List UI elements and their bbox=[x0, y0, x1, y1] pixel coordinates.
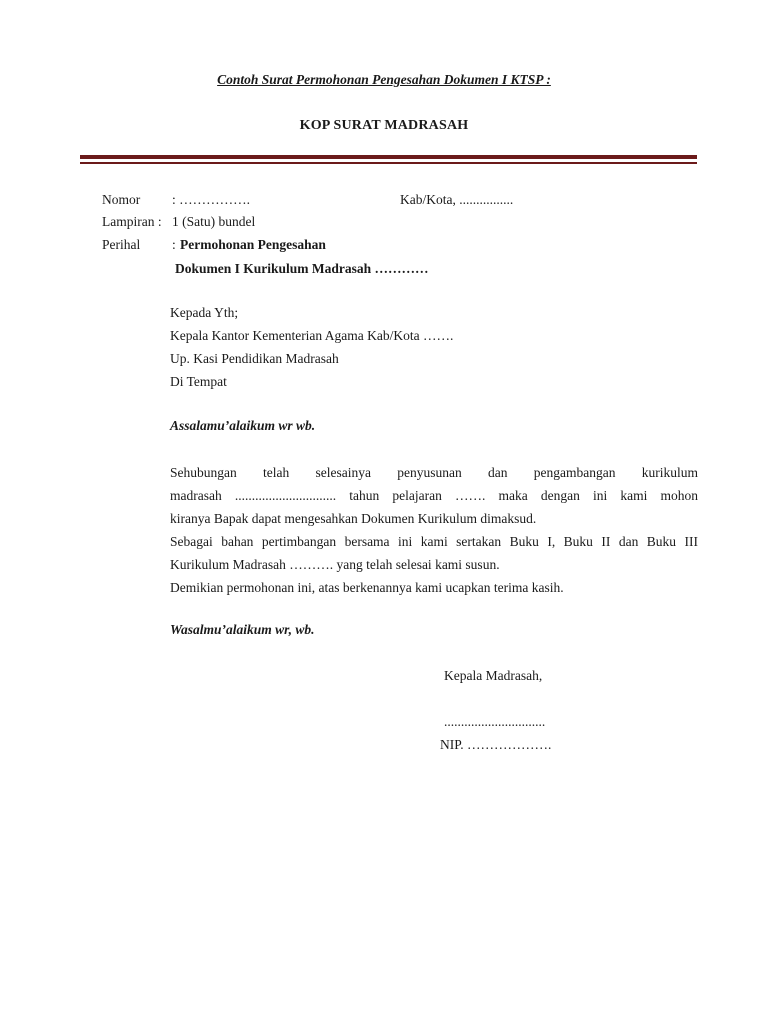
place-date: Kab/Kota, ................ bbox=[400, 192, 514, 207]
signature-name-placeholder: .............................. bbox=[444, 714, 546, 729]
nomor-label: Nomor bbox=[102, 192, 141, 207]
greeting-open: Assalamu’alaikum wr wb. bbox=[170, 418, 316, 433]
nomor-value: : ……………. bbox=[172, 192, 251, 207]
recipient-line-2: Kepala Kantor Kementerian Agama Kab/Kota ……. bbox=[170, 328, 454, 343]
perihal-label: Perihal bbox=[102, 237, 141, 252]
greeting-close: Wasalmu’alaikum wr, wb. bbox=[170, 622, 315, 637]
example-title: Contoh Surat Permohonan Pengesahan Dokumen I KTSP : bbox=[217, 72, 551, 87]
lampiran-label: Lampiran : bbox=[102, 214, 162, 229]
perihal-colon: : bbox=[172, 237, 176, 252]
letterhead-placeholder: KOP SURAT MADRASAH bbox=[299, 118, 469, 133]
recipient-line-4: Di Tempat bbox=[170, 374, 227, 389]
body-p1-line-3: kiranya Bapak dapat mengesahkan Dokumen Kurikulum dimaksud. bbox=[170, 511, 537, 526]
signature-nip: NIP. ………………. bbox=[440, 737, 552, 752]
recipient-line-3: Up. Kasi Pendidikan Madrasah bbox=[170, 351, 339, 366]
signature-position: Kepala Madrasah, bbox=[444, 668, 543, 683]
letterhead-divider-thick bbox=[80, 155, 697, 159]
body-p1-line-1: Sehubungan telah selesainya penyusunan dan pengambangan kurikulum bbox=[170, 465, 698, 480]
body-p3-line-1: Demikian permohonan ini, atas berkenannya kami ucapkan terima kasih. bbox=[170, 580, 564, 595]
body-p1-line-2: madrasah .............................. tahun pelajaran ……. maka dengan ini kami mohon bbox=[170, 488, 698, 503]
recipient-line-1: Kepada Yth; bbox=[170, 305, 239, 320]
lampiran-value: 1 (Satu) bundel bbox=[172, 214, 256, 229]
perihal-line-1: Permohonan Pengesahan bbox=[180, 237, 326, 252]
body-p2-line-1: Sebagai bahan pertimbangan bersama ini kami sertakan Buku I, Buku II dan Buku III bbox=[170, 534, 698, 549]
perihal-line-2: Dokumen I Kurikulum Madrasah ………… bbox=[175, 261, 429, 276]
letterhead-divider-thin bbox=[80, 162, 697, 164]
body-p2-line-2: Kurikulum Madrasah ………. yang telah selesai kami susun. bbox=[170, 557, 500, 572]
